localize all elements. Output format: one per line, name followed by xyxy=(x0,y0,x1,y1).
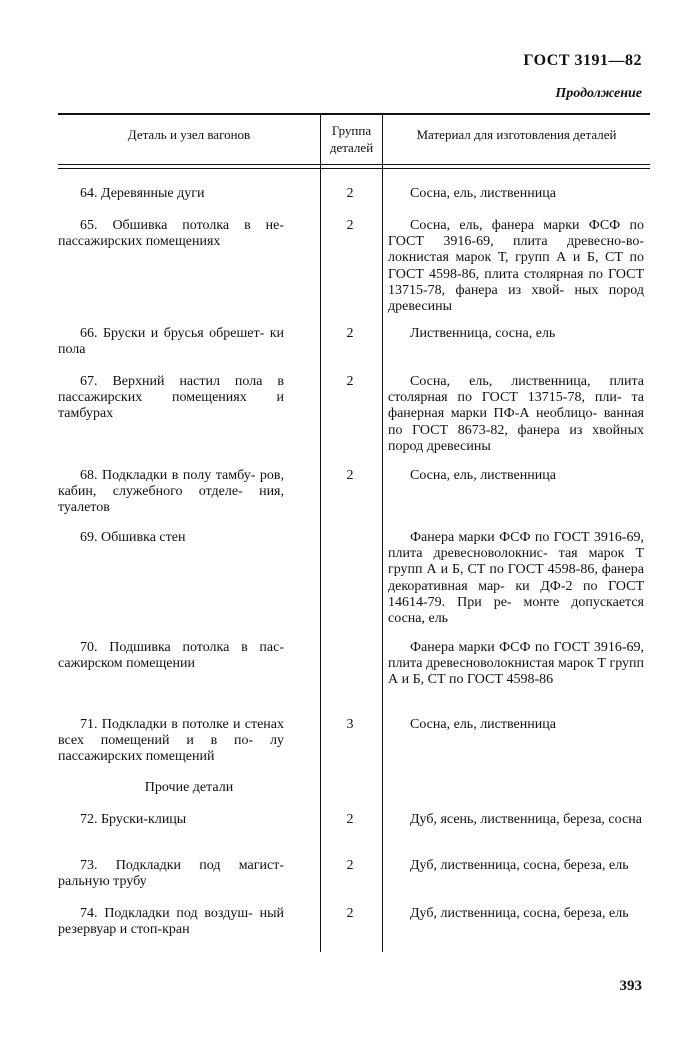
column-header-group: Группа деталей xyxy=(329,123,374,155)
table-row-material: Дуб, ясень, лиственница, береза, сосна xyxy=(410,812,642,827)
table-row-material: Сосна, ель, лиственница, плита столярная по ГОСТ 13715-78, пли- та фанерная марки ПФ-А необлицо- ванная по ГОСТ 8673-82, фанера из хвойных пород древесины xyxy=(388,374,644,454)
table-row-part: 68. Подкладки в полу тамбу- ров, кабин, служебного отделе- ния, туалетов xyxy=(58,468,284,516)
table-row-part: 66. Бруски и брусья обрешет- ки пола xyxy=(58,326,284,358)
table-row-material: Дуб, лиственница, сосна, береза, ель xyxy=(410,858,629,873)
table-row-material: Дуб, лиственница, сосна, береза, ель xyxy=(410,906,629,921)
column-divider-2 xyxy=(382,115,383,952)
column-header-part: Деталь и узел вагонов xyxy=(127,127,251,142)
table-row-part: 70. Подшивка потолка в пас- сажирском помещении xyxy=(58,640,284,672)
table-row-material: Сосна, ель, лиственница xyxy=(410,717,556,732)
table-row-material: Лиственница, сосна, ель xyxy=(410,326,556,341)
table-row-part: 69. Обшивка стен xyxy=(80,530,186,545)
table-row-part: 67. Верхний настил пола в пассажирских помещениях и тамбурах xyxy=(58,374,284,422)
table-row-part: 72. Бруски-клицы xyxy=(80,812,187,827)
table-row-material: Фанера марки ФСФ по ГОСТ 3916-69, плита древесноволокнис- тая марок Т групп А и Б, СТ по ГОСТ 4598-86, фанера декоративная мар- ки ДФ-2 по ГОСТ 14614-79. При ре- монте допускается сосна, ель xyxy=(388,530,644,627)
header-rule-upper xyxy=(58,164,650,165)
document-standard-title: ГОСТ 3191—82 xyxy=(523,52,642,69)
continuation-label: Продолжение xyxy=(555,86,642,101)
table-row-part: 64. Деревянные дуги xyxy=(80,186,205,201)
table-row-material: Сосна, ель, лиственница xyxy=(410,468,556,483)
column-divider-1 xyxy=(320,115,321,952)
table-row-group: 2 xyxy=(346,906,354,921)
page-number: 393 xyxy=(619,978,642,994)
table-row-material: Фанера марки ФСФ по ГОСТ 3916-69, плита древесноволокнистая марок Т групп А и Б, СТ по ГОСТ 4598-86 xyxy=(388,640,644,688)
section-heading: Прочие детали xyxy=(144,780,234,795)
table-row-part: 73. Подкладки под магист- ральную трубу xyxy=(58,858,284,890)
table-row-group: 2 xyxy=(346,186,354,201)
table-row-group: 3 xyxy=(346,717,354,732)
column-header-material: Материал для изготовления деталей xyxy=(416,127,617,142)
table-row-group: 2 xyxy=(346,858,354,873)
table-row-group: 2 xyxy=(346,468,354,483)
table-row-material: Сосна, ель, фанера марки ФСФ по ГОСТ 3916-69, плита древесно-во- локнистая марок Т, групп А и Б, СТ по ГОСТ 4598-86, плита столярная по ГОСТ 13715-78, фанера из хвой- ных пород древесины xyxy=(388,218,644,315)
table-row-group: 2 xyxy=(346,812,354,827)
table-row-part: 71. Подкладки в потолке и стенах всех помещений и в по- лу пассажирских помещений xyxy=(58,717,284,765)
table-row-part: 65. Обшивка потолка в не- пассажирских помещениях xyxy=(58,218,284,250)
table-row-group: 2 xyxy=(346,326,354,341)
table-row-part: 74. Подкладки под воздуш- ный резервуар и стоп-кран xyxy=(58,906,284,938)
table-row-group: 2 xyxy=(346,218,354,233)
header-rule-lower xyxy=(58,168,650,169)
table-row-group: 2 xyxy=(346,374,354,389)
table-row-material: Сосна, ель, лиственница xyxy=(410,186,556,201)
table-top-rule xyxy=(58,113,650,115)
